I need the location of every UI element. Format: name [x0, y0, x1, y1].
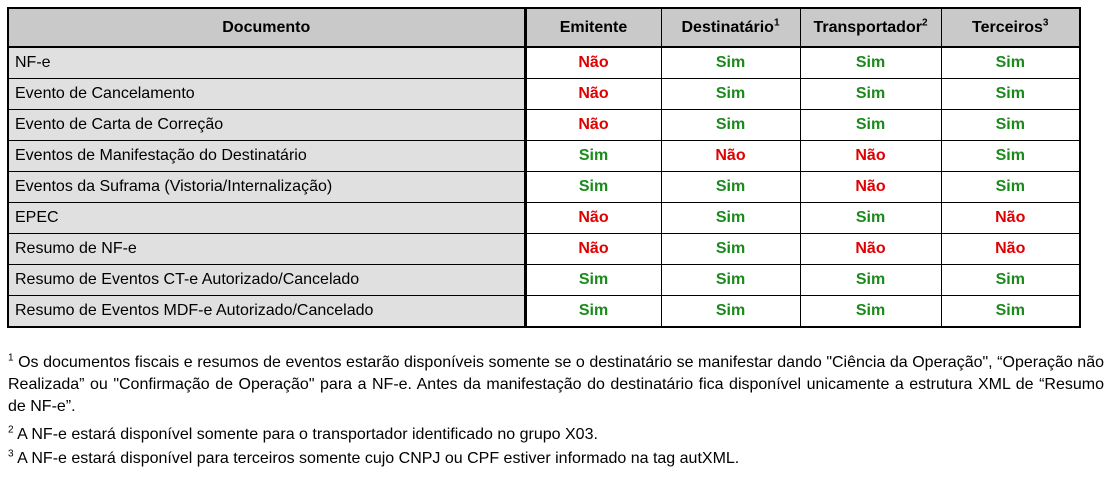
- row-label: Eventos de Manifestação do Destinatário: [8, 141, 525, 172]
- row-label: Eventos da Suframa (Vistoria/Internalização): [8, 172, 525, 203]
- cell-transportador: Sim: [800, 203, 941, 234]
- cell-emitente: Não: [525, 110, 661, 141]
- footnote-mark: 2: [8, 424, 14, 436]
- row-label: Evento de Cancelamento: [8, 79, 525, 110]
- cell-transportador: Sim: [800, 47, 941, 79]
- cell-terceiros: Sim: [941, 110, 1080, 141]
- cell-transportador: Sim: [800, 265, 941, 296]
- cell-terceiros: Não: [941, 234, 1080, 265]
- cell-destinatario: Sim: [661, 110, 800, 141]
- footnote-mark: 3: [8, 448, 14, 460]
- row-label: Resumo de Eventos MDF-e Autorizado/Cancelado: [8, 296, 525, 328]
- header-transportador: Transportador$^2$: [800, 8, 941, 47]
- cell-transportador: Não: [800, 172, 941, 203]
- table-row: [8, 265, 1080, 296]
- cell-transportador: Sim: [800, 79, 941, 110]
- cell-emitente: Não: [525, 47, 661, 79]
- footnote-text: A NF-e estará disponível somente para o transportador identificado no grupo X03.: [17, 426, 598, 443]
- table-row: [8, 296, 1080, 328]
- cell-emitente: Sim: [525, 296, 661, 328]
- header-emitente: Emitente: [525, 8, 661, 47]
- table-header-row: [8, 8, 1080, 47]
- footnote-mark: 3: [1042, 17, 1049, 29]
- cell-emitente: Sim: [525, 265, 661, 296]
- footnote-mark: 1: [773, 17, 780, 29]
- footnote-mark: 1: [8, 352, 14, 364]
- row-label: EPEC: [8, 203, 525, 234]
- cell-destinatario: Sim: [661, 265, 800, 296]
- row-label: Resumo de NF-e: [8, 234, 525, 265]
- cell-destinatario: Sim: [661, 79, 800, 110]
- footnote-1: [8, 352, 1104, 418]
- cell-terceiros: Sim: [941, 79, 1080, 110]
- cell-terceiros: Não: [941, 203, 1080, 234]
- cell-destinatario: Sim: [661, 172, 800, 203]
- row-label: NF-e: [8, 47, 525, 79]
- table-row: [8, 141, 1080, 172]
- footnote-text: Os documentos fiscais e resumos de eventos estarão disponíveis somente se o destinatário se manifestar dando "Ciência da Operação", “Operação não Realizada” ou "Confirmação de Operação" para a NF-e. Antes da manifestação do destinatário fica disponível unicamente a estrutura XML de “Resumo de NF-e”.: [8, 354, 1104, 415]
- cell-emitente: Não: [525, 79, 661, 110]
- cell-transportador: Sim: [800, 296, 941, 328]
- cell-terceiros: Sim: [941, 265, 1080, 296]
- cell-emitente: Sim: [525, 172, 661, 203]
- table-row: [8, 110, 1080, 141]
- header-documento: Documento: [8, 8, 525, 47]
- cell-terceiros: Sim: [941, 47, 1080, 79]
- header-destinatario: Destinatário$^1$: [661, 8, 800, 47]
- cell-destinatario: Não: [661, 141, 800, 172]
- cell-emitente: Não: [525, 203, 661, 234]
- table-row: [8, 172, 1080, 203]
- table-row: [8, 234, 1080, 265]
- access-table: [7, 7, 1081, 328]
- cell-terceiros: Sim: [941, 172, 1080, 203]
- cell-transportador: Sim: [800, 110, 941, 141]
- cell-emitente: Sim: [525, 141, 661, 172]
- cell-destinatario: Sim: [661, 296, 800, 328]
- cell-transportador: Não: [800, 234, 941, 265]
- cell-destinatario: Sim: [661, 234, 800, 265]
- row-label: Evento de Carta de Correção: [8, 110, 525, 141]
- footnote-mark: 2: [921, 17, 928, 29]
- footnote-text: A NF-e estará disponível para terceiros somente cujo CNPJ ou CPF estiver informado na tag autXML.: [17, 450, 740, 467]
- cell-terceiros: Sim: [941, 296, 1080, 328]
- header-terceiros: Terceiros$^3$: [941, 8, 1080, 47]
- cell-emitente: Não: [525, 234, 661, 265]
- cell-terceiros: Sim: [941, 141, 1080, 172]
- table-row: [8, 203, 1080, 234]
- footnote-2: [8, 424, 1104, 446]
- table-row: [8, 47, 1080, 79]
- row-label: Resumo de Eventos CT-e Autorizado/Cancelado: [8, 265, 525, 296]
- cell-destinatario: Sim: [661, 203, 800, 234]
- cell-transportador: Não: [800, 141, 941, 172]
- cell-destinatario: Sim: [661, 47, 800, 79]
- table-row: [8, 79, 1080, 110]
- footnote-3: [8, 448, 1104, 470]
